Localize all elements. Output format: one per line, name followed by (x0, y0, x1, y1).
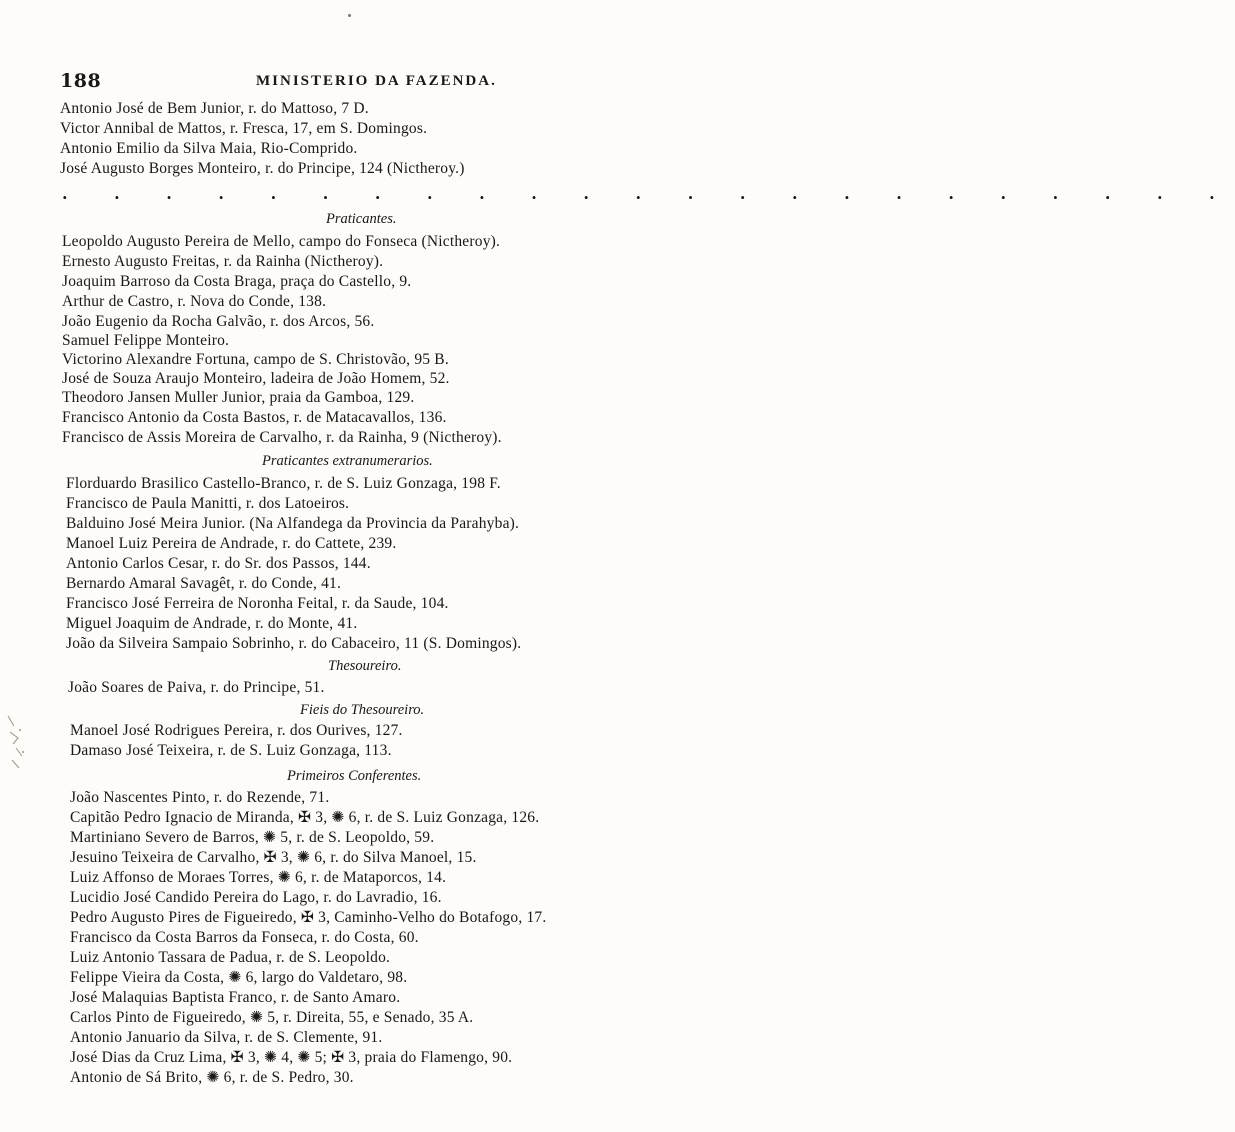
entry-line: Antonio de Sá Brito, ✺ 6, r. de S. Pedro, 30. (70, 1069, 354, 1086)
entry-line: Carlos Pinto de Figueiredo, ✺ 5, r. Direita, 55, e Senado, 35 A. (70, 1009, 474, 1026)
entry-line: Manoel Luiz Pereira de Andrade, r. do Cattete, 239. (66, 535, 397, 552)
section-heading-thesoureiro: Thesoureiro. (328, 658, 402, 674)
entry-line: Leopoldo Augusto Pereira de Mello, campo do Fonseca (Nictheroy). (62, 233, 501, 250)
entry-line: José Malaquias Baptista Franco, r. de Santo Amaro. (70, 989, 401, 1006)
entry-line: Samuel Felippe Monteiro. (62, 332, 230, 349)
page-header (60, 70, 548, 96)
entry-line: João Nascentes Pinto, r. do Rezende, 71. (70, 789, 330, 806)
entry-line: Damaso José Teixeira, r. de S. Luiz Gonzaga, 113. (70, 742, 392, 759)
entry-line: Antonio Januario da Silva, r. de S. Clemente, 91. (70, 1029, 383, 1046)
entry-line: Francisco de Paula Manitti, r. dos Latoeiros. (66, 495, 350, 512)
entry-line: Lucidio José Candido Pereira do Lago, r. do Lavradio, 16. (70, 889, 442, 906)
entry-line: Balduino José Meira Junior. (Na Alfandega da Provincia da Parahyba). (66, 515, 520, 532)
entry-line: Antonio José de Bem Junior, r. do Mattoso, 7 D. (60, 100, 369, 117)
entry-line: Miguel Joaquim de Andrade, r. do Monte, 41. (66, 615, 358, 632)
page-number: 188 (60, 70, 102, 92)
section-heading-fieis: Fieis do Thesoureiro. (300, 702, 425, 718)
entry-line: José de Souza Araujo Monteiro, ladeira de João Homem, 52. (62, 370, 450, 387)
entry-line: Pedro Augusto Pires de Figueiredo, ✠ 3, Caminho-Velho do Botafogo, 17. (70, 909, 547, 926)
entry-line: Capitão Pedro Ignacio de Miranda, ✠ 3, ✺ 6, r. de S. Luiz Gonzaga, 126. (70, 809, 540, 826)
entry-line: Florduardo Brasilico Castello-Branco, r. de S. Luiz Gonzaga, 198 F. (66, 475, 501, 492)
entry-line: João da Silveira Sampaio Sobrinho, r. do Cabaceiro, 11 (S. Domingos). (66, 635, 522, 652)
entry-line: Victorino Alexandre Fortuna, campo de S. Christovão, 95 B. (62, 351, 449, 368)
entry-line: Luiz Antonio Tassara de Padua, r. de S. Leopoldo. (70, 949, 391, 966)
entry-line: José Dias da Cruz Lima, ✠ 3, ✺ 4, ✺ 5; ✠ 3, praia do Flamengo, 90. (70, 1049, 513, 1066)
entry-line: Arthur de Castro, r. Nova do Conde, 138. (62, 293, 327, 310)
entry-line: Martiniano Severo de Barros, ✺ 5, r. de S. Leopoldo, 59. (70, 829, 435, 846)
section-heading-conferentes: Primeiros Conferentes. (287, 768, 422, 784)
running-head: MINISTERIO DA FAZENDA. (256, 73, 497, 89)
entry-line: Francisco José Ferreira de Noronha Feital, r. da Saude, 104. (66, 595, 449, 612)
margin-scribble (4, 712, 28, 772)
entry-line: Francisco da Costa Barros da Fonseca, r. do Costa, 60. (70, 929, 419, 946)
entry-line: José Augusto Borges Monteiro, r. do Principe, 124 (Nictheroy.) (60, 160, 465, 177)
entry-line: Jesuino Teixeira de Carvalho, ✠ 3, ✺ 6, r. do Silva Manoel, 15. (70, 849, 477, 866)
entry-line: Ernesto Augusto Freitas, r. da Rainha (Nictheroy). (62, 253, 384, 270)
entry-line: Manoel José Rodrigues Pereira, r. dos Ourives, 127. (70, 722, 403, 739)
entry-line: Luiz Affonso de Moraes Torres, ✺ 6, r. de Mataporcos, 14. (70, 869, 447, 886)
entry-line: Francisco de Assis Moreira de Carvalho, r. da Rainha, 9 (Nictheroy). (62, 429, 502, 446)
entry-line: Joaquim Barroso da Costa Braga, praça do Castello, 9. (62, 273, 412, 290)
section-heading-extranumerarios: Praticantes extranumerarios. (262, 453, 433, 469)
entry-line: Antonio Carlos Cesar, r. do Sr. dos Passos, 144. (66, 555, 371, 572)
entry-line: Francisco Antonio da Costa Bastos, r. de Matacavallos, 136. (62, 409, 447, 426)
entry-line: Antonio Emilio da Silva Maia, Rio-Comprido. (60, 140, 358, 157)
entry-line: Felippe Vieira da Costa, ✺ 6, largo do Valdetaro, 98. (70, 969, 408, 986)
entry-line: Victor Annibal de Mattos, r. Fresca, 17, em S. Domingos. (60, 120, 428, 137)
ellipsis-row: . . . . . . . . . . . . . . . . . . . . . . . (62, 184, 1235, 203)
entry-line: Theodoro Jansen Muller Junior, praia da Gamboa, 129. (62, 389, 415, 406)
entry-line: João Soares de Paiva, r. do Principe, 51. (68, 679, 325, 696)
section-heading-praticantes: Praticantes. (326, 211, 397, 227)
entry-line: Bernardo Amaral Savagêt, r. do Conde, 41. (66, 575, 342, 592)
entry-line: João Eugenio da Rocha Galvão, r. dos Arcos, 56. (62, 313, 375, 330)
ink-speck (348, 14, 351, 17)
